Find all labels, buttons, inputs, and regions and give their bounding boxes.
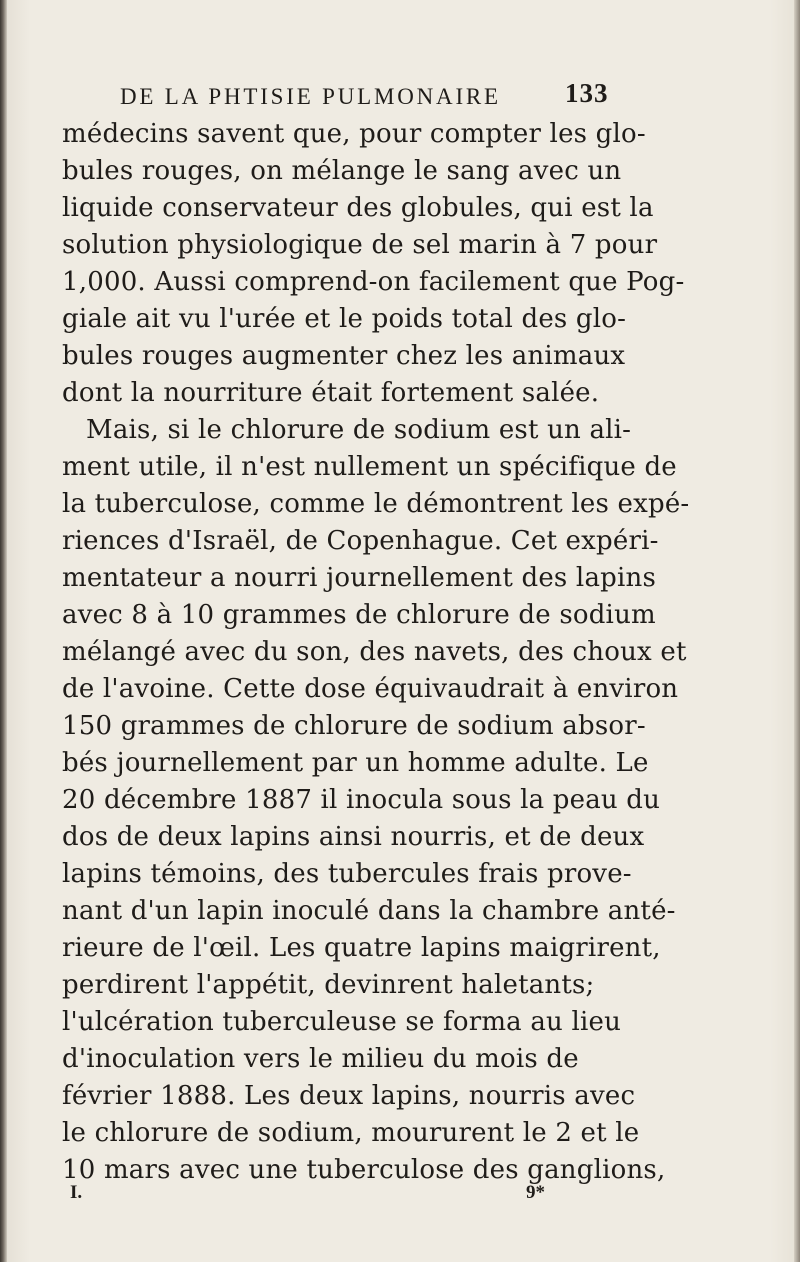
page-number: 133	[565, 78, 609, 108]
page-header	[120, 78, 620, 114]
text-line: l'ulcération tuberculeuse se forma au lieu	[62, 1007, 622, 1037]
page-gutter-shadow	[0, 0, 7, 1262]
running-title: DE LA PHTISIE PULMONAIRE	[120, 84, 501, 109]
text-line: 1,000. Aussi comprend-on facilement que Pog-	[62, 267, 685, 297]
text-line: le chlorure de sodium, moururent le 2 et le	[62, 1118, 640, 1148]
text-line: 150 grammes de chlorure de sodium absor-	[62, 711, 646, 741]
text-line: solution physiologique de sel marin à 7 pour	[62, 230, 658, 260]
text-line: lapins témoins, des tubercules frais prove-	[62, 859, 632, 889]
text-line: bules rouges, on mélange le sang avec un	[62, 156, 622, 186]
page-edge-shadow	[794, 0, 800, 1262]
text-line: Mais, si le chlorure de sodium est un ali-	[86, 415, 632, 445]
text-line: 10 mars avec une tuberculose des ganglions,	[62, 1155, 666, 1185]
text-line: la tuberculose, comme le démontrent les expé-	[62, 489, 690, 519]
signature-mark-left: I.	[70, 1182, 83, 1203]
text-line: giale ait vu l'urée et le poids total des glo-	[62, 304, 627, 334]
text-line: 20 décembre 1887 il inocula sous la peau du	[62, 785, 661, 815]
text-line: dont la nourriture était fortement salée.	[62, 378, 600, 408]
signature-mark-right: 9*	[526, 1182, 545, 1203]
page-footer	[70, 1182, 670, 1206]
body-text	[62, 116, 690, 1189]
text-line: février 1888. Les deux lapins, nourris avec	[62, 1081, 636, 1111]
text-line: dos de deux lapins ainsi nourris, et de deux	[62, 822, 645, 852]
text-line: riences d'Israël, de Copenhague. Cet expéri-	[62, 526, 659, 556]
text-line: mentateur a nourri journellement des lapins	[62, 563, 656, 593]
text-line: perdirent l'appétit, devinrent haletants;	[62, 970, 595, 1000]
text-line: bés journellement par un homme adulte. Le	[62, 748, 649, 778]
text-line: rieure de l'œil. Les quatre lapins maigrirent,	[62, 933, 661, 963]
text-line: avec 8 à 10 grammes de chlorure de sodium	[62, 600, 656, 630]
text-line: bules rouges augmenter chez les animaux	[62, 341, 626, 371]
text-line: de l'avoine. Cette dose équivaudrait à environ	[62, 674, 679, 704]
text-line: mélangé avec du son, des navets, des choux et	[62, 637, 687, 667]
text-line: ment utile, il n'est nullement un spécifique de	[62, 452, 677, 482]
text-line: médecins savent que, pour compter les glo-	[62, 119, 646, 149]
text-line: liquide conservateur des globules, qui est la	[62, 193, 654, 223]
text-line: d'inoculation vers le milieu du mois de	[62, 1044, 579, 1074]
text-line: nant d'un lapin inoculé dans la chambre anté-	[62, 896, 676, 926]
